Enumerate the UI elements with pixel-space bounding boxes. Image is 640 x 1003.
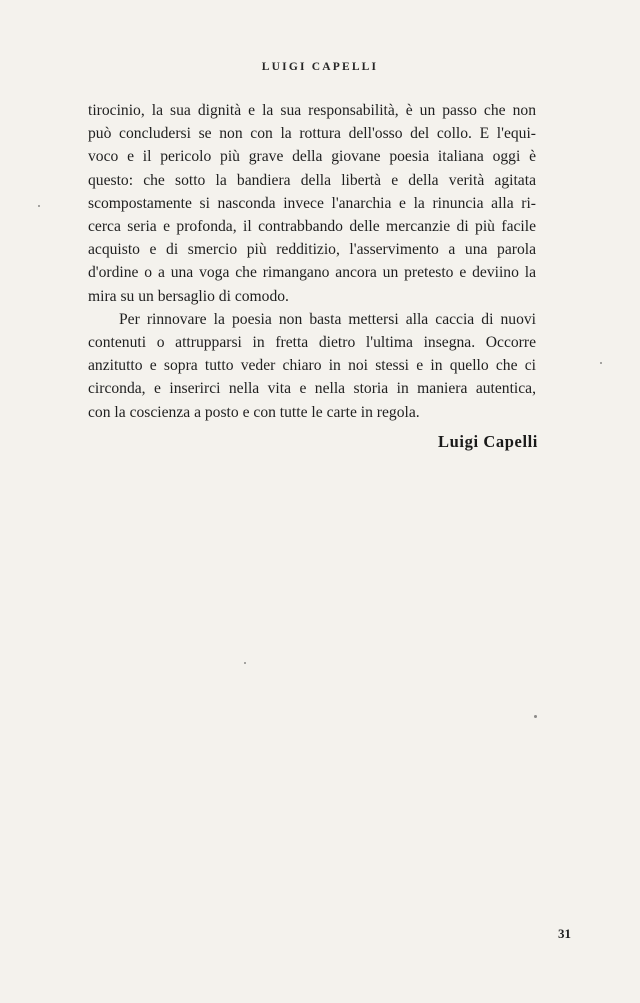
text-line: mira su un bersaglio di comodo. bbox=[88, 287, 289, 305]
print-speck bbox=[244, 662, 246, 664]
text-line: con la coscienza a posto e con tutte le carte in regola. bbox=[88, 403, 420, 421]
text-line: cerca seria e profonda, il contrabbando delle mercanzie di più facile bbox=[88, 218, 536, 236]
print-speck bbox=[38, 205, 40, 207]
text-line: contenuti o attrupparsi in fretta dietro l'ultima insegna. Occorre bbox=[88, 334, 536, 352]
text-line: acquisto e di smercio più redditizio, l'asservimento a una parola bbox=[88, 241, 536, 259]
text-line: circonda, e inserirci nella vita e nella storia in maniera autentica, bbox=[88, 380, 536, 398]
author-signature: Luigi Capelli bbox=[438, 432, 538, 451]
paragraph-2 bbox=[88, 308, 536, 424]
text-line: Per rinnovare la poesia non basta mettersi alla caccia di nuovi bbox=[119, 310, 536, 328]
text-line: voco e il pericolo più grave della giovane poesia italiana oggi è bbox=[88, 148, 536, 166]
text-line: questo: che sotto la bandiera della libertà e della verità agitata bbox=[88, 171, 536, 189]
body-text bbox=[88, 99, 536, 424]
page-number: 31 bbox=[558, 926, 571, 941]
print-speck bbox=[600, 362, 602, 364]
running-head: LUIGI CAPELLI bbox=[261, 61, 379, 73]
text-line: tirocinio, la sua dignità e la sua responsabilità, è un passo che non bbox=[88, 102, 536, 119]
text-line: anzitutto e sopra tutto veder chiaro in noi stessi e in quello che ci bbox=[88, 357, 536, 375]
text-line: scompostamente si nasconda invece l'anarchia e la rinuncia alla ri- bbox=[88, 194, 536, 212]
print-speck bbox=[534, 715, 537, 718]
text-line: può concludersi se non con la rottura dell'osso del collo. E l'equi- bbox=[88, 125, 536, 143]
paragraph-1 bbox=[88, 99, 536, 308]
text-line: d'ordine o a una voga che rimangano ancora un pretesto e deviino la bbox=[88, 264, 536, 282]
